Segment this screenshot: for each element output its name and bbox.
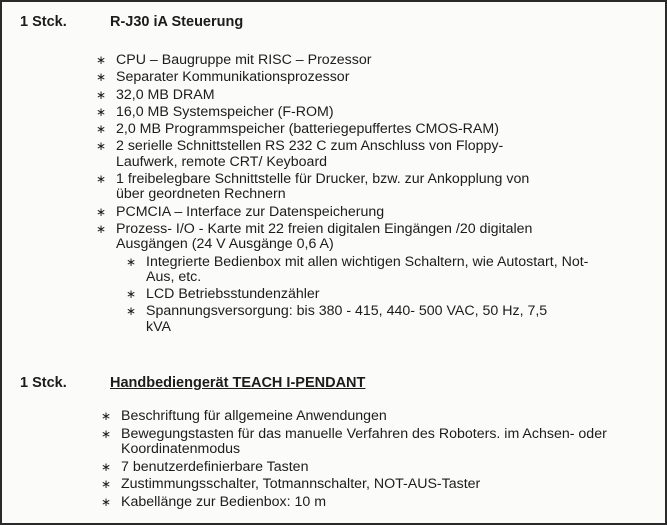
section-title: Handbediengerät TEACH I-PENDANT <box>110 375 366 391</box>
list-item <box>94 222 588 253</box>
item-text-line: Laufwerk, remote CRT/ Keyboard <box>116 153 328 170</box>
bullet-star-icon: ∗ <box>125 304 137 319</box>
list-item <box>94 53 588 68</box>
list-item <box>94 304 588 335</box>
item-text-line: Prozess- I/O - Karte mit 22 freien digitalen Eingängen /20 digitalen <box>116 220 533 237</box>
item-text-line: Ausgängen (24 V Ausgänge 0,6 A) <box>116 236 334 253</box>
bullet-star-icon: ∗ <box>95 122 107 137</box>
list-item <box>94 70 588 85</box>
quantity-label: 1 Stck. <box>20 14 67 30</box>
item-text-line: PCMCIA – Interface zur Datenspeicherung <box>116 203 385 220</box>
item-text-line: 1 freibelegbare Schnittstelle für Drucker, bzw. zur Ankopplung von <box>116 171 530 188</box>
item-text-line: Spannungsversorgung: bis 380 - 415, 440- 500 VAC, 50 Hz, 7,5 <box>146 303 548 320</box>
item-text-line: Separater Kommunikationsprozessor <box>116 69 350 86</box>
item-text-line: CPU – Baugruppe mit RISC – Prozessor <box>116 52 372 68</box>
bullet-star-icon: ∗ <box>95 70 107 85</box>
item-text-line: Integrierte Bedienbox mit allen wichtigen Schaltern, wie Autostart, Not- <box>146 253 589 270</box>
list-item <box>99 427 607 458</box>
list-item <box>99 495 607 511</box>
item-text-line: 7 benutzerdefinierbare Tasten <box>121 458 309 475</box>
bullet-star-icon: ∗ <box>125 287 137 302</box>
bullet-star-icon: ∗ <box>95 53 107 67</box>
bullet-star-icon: ∗ <box>95 104 107 119</box>
list-item <box>94 205 588 220</box>
bullet-star-icon: ∗ <box>95 172 107 187</box>
bullet-star-icon: ∗ <box>100 459 112 474</box>
item-text-line: Kabellänge zur Bedienbox: 10 m <box>121 493 327 510</box>
spec-list-controller <box>94 53 588 335</box>
item-text-line: 2 serielle Schnittstellen RS 232 C zum Anschluss von Floppy- <box>116 138 504 155</box>
bullet-star-icon: ∗ <box>95 87 107 102</box>
item-text-line: Bewegungstasten für das manuelle Verfahren des Roboters. im Achsen- oder <box>121 425 607 442</box>
bullet-star-icon: ∗ <box>125 254 137 269</box>
list-item <box>94 88 588 103</box>
list-item <box>99 477 607 493</box>
list-item <box>94 172 588 203</box>
list-item <box>94 139 588 170</box>
item-text-line: Beschriftung für allgemeine Anwendungen <box>121 408 387 424</box>
spec-list-pendant <box>99 409 607 511</box>
bullet-star-icon: ∗ <box>95 221 107 236</box>
bullet-star-icon: ∗ <box>100 477 112 492</box>
bullet-star-icon: ∗ <box>95 139 107 154</box>
bullet-star-icon: ∗ <box>100 409 112 423</box>
item-text-line: 16,0 MB Systemspeicher (F-ROM) <box>116 103 334 120</box>
item-text-line: 2,0 MB Programmspeicher (batteriegepuffertes CMOS-RAM) <box>116 121 499 138</box>
list-item <box>94 122 588 137</box>
quantity-label: 1 Stck. <box>20 375 67 391</box>
item-text-line: 32,0 MB DRAM <box>116 86 215 103</box>
section-title: R-J30 iA Steuerung <box>110 14 244 30</box>
list-item <box>99 460 607 476</box>
list-item <box>94 287 588 302</box>
item-text-line: Koordinatenmodus <box>121 441 241 458</box>
bullet-star-icon: ∗ <box>100 494 112 509</box>
list-item <box>94 255 588 286</box>
item-text-line: über geordneten Rechnern <box>116 186 286 203</box>
bullet-star-icon: ∗ <box>100 426 112 441</box>
item-text-line: Zustimmungsschalter, Totmannschalter, NOT-AUS-Taster <box>121 476 481 493</box>
list-item <box>99 409 607 425</box>
bullet-star-icon: ∗ <box>95 204 107 219</box>
item-text-line: LCD Betriebsstundenzähler <box>146 286 320 303</box>
list-item <box>94 105 588 120</box>
item-text-line: kVA <box>146 318 171 335</box>
item-text-line: Aus, etc. <box>146 268 202 285</box>
